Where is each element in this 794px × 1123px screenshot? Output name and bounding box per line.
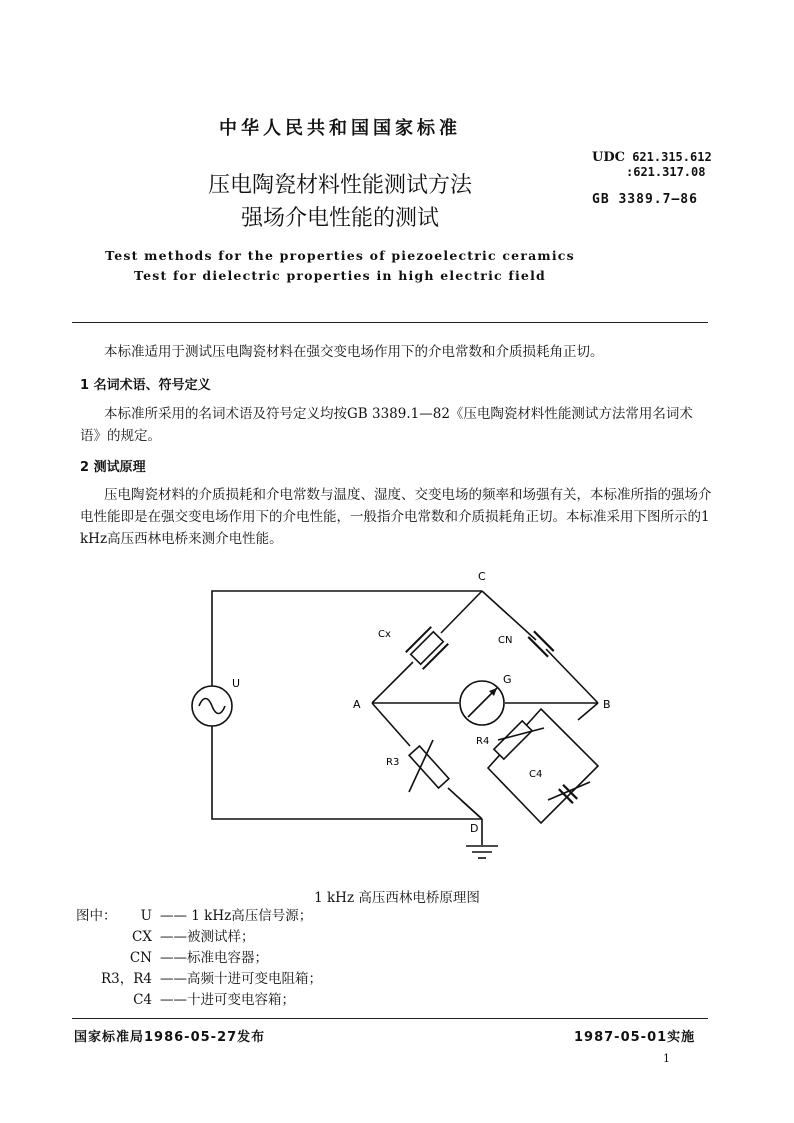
- header-divider: [72, 322, 708, 323]
- ground-icon: [466, 846, 498, 858]
- cx-label: Cx: [378, 629, 391, 640]
- gb-code: GB 3389.7—86: [592, 192, 698, 207]
- english-title-2: Test for dielectric properties in high electric field: [134, 268, 546, 283]
- english-title-1: Test methods for the properties of piezoelectric ceramics: [105, 248, 575, 263]
- source-u-label: U: [232, 677, 241, 690]
- legend-item: [96, 906, 396, 927]
- udc-code-1: 621.315.612: [632, 150, 712, 164]
- legend-description: ——十进可变电容箱；: [160, 992, 295, 1008]
- section-1-heading: 1 名词术语、符号定义: [80, 378, 211, 393]
- udc-label: UDC: [592, 150, 625, 165]
- effective-date: 1987-05-01实施: [574, 1030, 696, 1045]
- legend-list: [96, 906, 396, 1011]
- udc-block: [592, 150, 712, 179]
- node-a-label: A: [353, 698, 361, 711]
- node-b-label: B: [603, 698, 611, 711]
- ac-source-u: [192, 686, 232, 726]
- intro-paragraph: 本标准适用于测试压电陶瓷材料在强交变电场作用下的介电常数和介质损耗角正切。: [104, 344, 604, 360]
- title-line-2: 强场介电性能的测试: [240, 206, 439, 231]
- section-1-text: 本标准所采用的名词术语及符号定义均按GB 3389.1—82《压电陶瓷材料性能测试方法常用名词术语》的规定。: [80, 406, 693, 444]
- footer-divider: [72, 1018, 708, 1019]
- r4-label: R4: [476, 736, 490, 747]
- c4-variable-capacitor: [548, 782, 590, 803]
- figure-caption: 1 kHz 高压西林电桥原理图: [314, 890, 480, 906]
- c4-label: C4: [529, 769, 543, 780]
- legend-description: ——标准电容器；: [160, 950, 268, 966]
- legend-prefix: 图中：: [76, 908, 117, 924]
- section-2-text: 压电陶瓷材料的介质损耗和介电常数与温度、湿度、交变电场的频率和场强有关，本标准所指的强场介电性能即是在强交变电场作用下的介电性能，一般指介电常数和介质损耗角正切。本标准采用下图所示的1 kHz高压西林电桥来测介电性能。: [80, 487, 712, 547]
- legend-description: ——高频十进可变电阻箱；: [160, 971, 322, 987]
- legend-symbol: C4: [133, 992, 152, 1008]
- r3-variable-resistor: [409, 740, 449, 792]
- r4-variable-resistor: [494, 721, 544, 759]
- legend-description: —— 1 kHz高压信号源；: [160, 908, 313, 924]
- nation-standard-heading: 中华人民共和国国家标准: [219, 118, 461, 139]
- legend-symbol: U: [140, 908, 152, 924]
- legend-symbol: CN: [129, 950, 152, 966]
- legend-item: [96, 948, 396, 969]
- legend-description: ——被测试样；: [160, 929, 255, 945]
- galvanometer-g: [460, 681, 504, 725]
- galvanometer-g-label: G: [503, 673, 512, 686]
- r4-c4-parallel-network: [488, 709, 598, 823]
- title-line-1: 压电陶瓷材料性能测试方法: [207, 173, 472, 198]
- cn-label: CN: [498, 635, 513, 646]
- issued-date: 国家标准局1986-05-27发布: [74, 1030, 266, 1045]
- node-c-label: C: [478, 570, 486, 583]
- legend-item: [96, 969, 396, 990]
- node-d-label: D: [470, 822, 479, 835]
- udc-code-2: :621.317.08: [626, 165, 706, 179]
- page-number: 1: [663, 1052, 670, 1065]
- legend-item: [96, 990, 396, 1011]
- legend-symbol: CX: [132, 929, 152, 945]
- legend-item: [96, 927, 396, 948]
- section-2-heading: 2 测试原理: [80, 460, 146, 475]
- legend-symbol: R3，R4: [100, 971, 152, 987]
- schering-bridge-diagram: [0, 560, 794, 880]
- r3-label: R3: [386, 757, 400, 768]
